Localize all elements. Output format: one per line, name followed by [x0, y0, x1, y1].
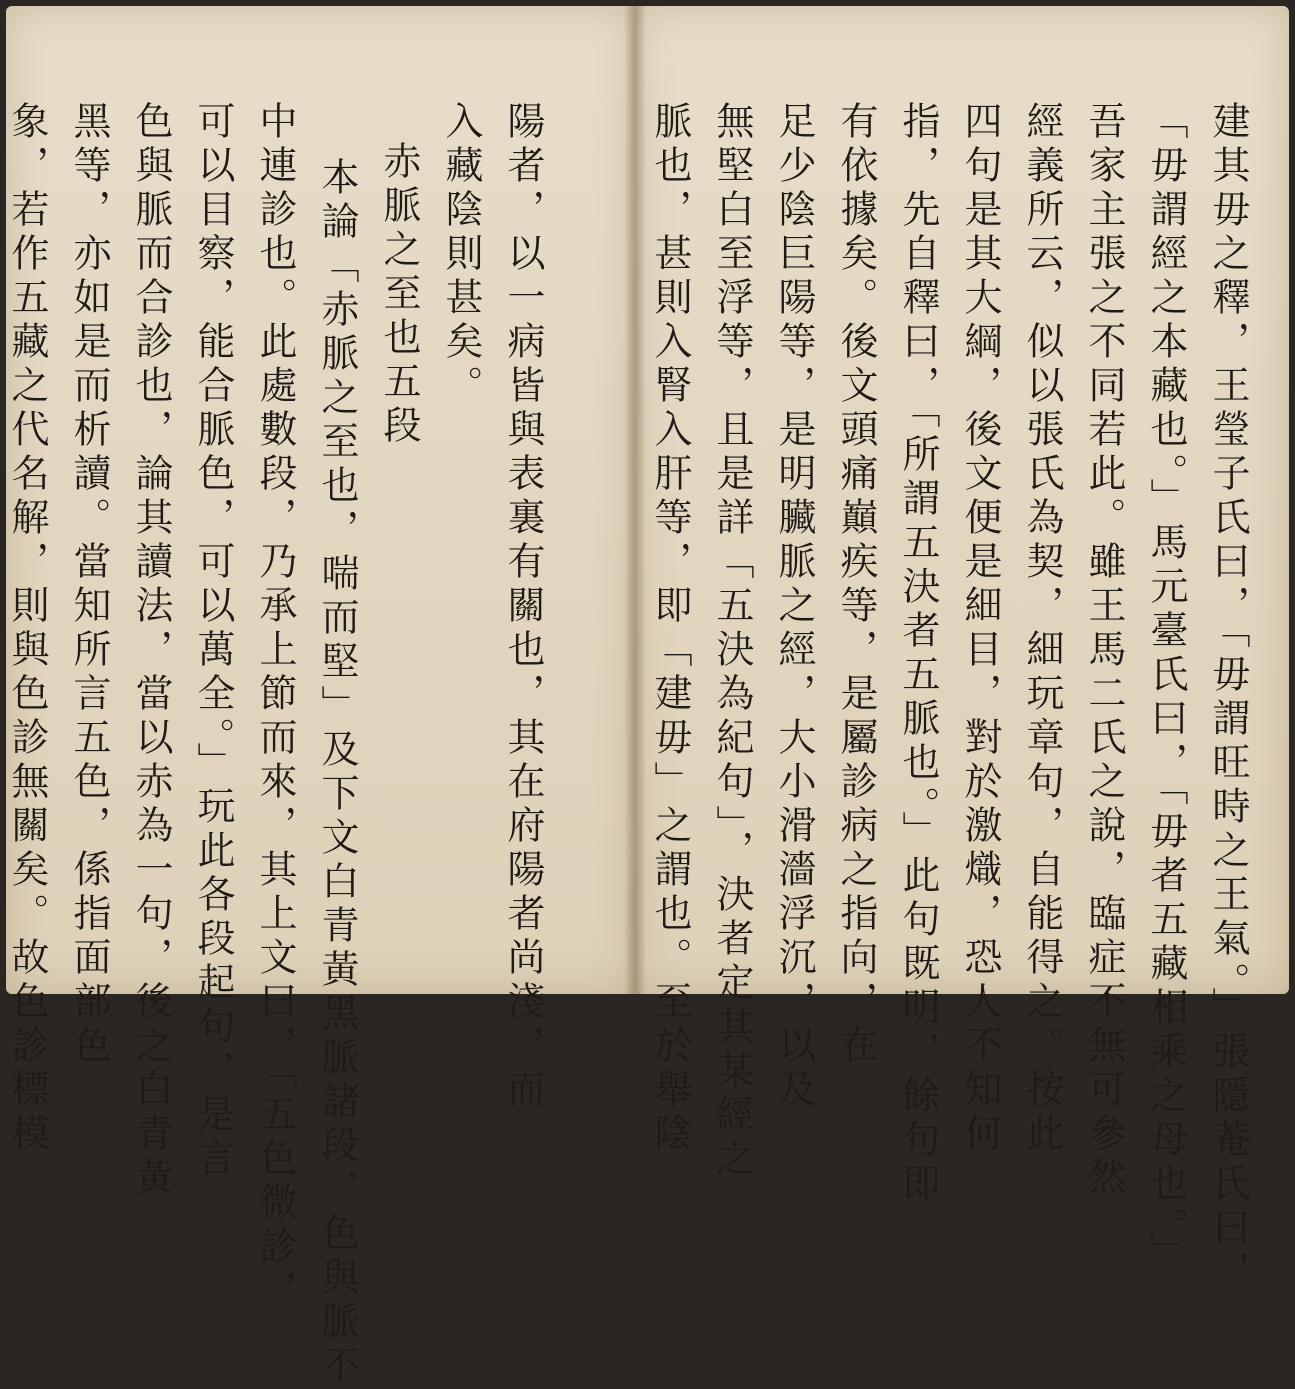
open-book: [5, 6, 1289, 1389]
text-line: 可以目察，能合脈色，可以萬全。」玩此各段起句，是言: [191, 101, 235, 1182]
section-heading: 赤脈之至也五段: [377, 141, 421, 449]
right-page: [634, 6, 1289, 1295]
text-line: 指，先自釋曰，「所謂五決者五脈也。」此句既明，餘句即: [896, 101, 940, 1207]
text-line: 足少陰巨陽等，是明臟脈之經，大小滑濇浮沉，以及: [772, 101, 816, 1113]
text-line: 黑等，亦如是而析讀。當知所言五色，係指面部色: [67, 101, 111, 1069]
text-line: 無堅白至浮等，且是詳「五決為紀句」，決者定其某經之: [710, 101, 754, 1182]
left-page-text: [5, 101, 554, 1389]
text-line: 陽者，以一病皆與表裏有關也，其在府陽者尚淺，而: [501, 101, 545, 1113]
right-page-text: [648, 101, 1259, 1295]
text-line: 本論「赤脈之至也，喘而堅」及下文白青黃黑脈諸段，色與脈不: [315, 157, 359, 1389]
text-line: 四句是其大綱，後文便是細目，對於激熾，恐人不知何: [958, 101, 1002, 1157]
text-line: 中連診也。此處數段，乃承上節而來，其上文曰，「五色微診，: [253, 101, 297, 1314]
text-line: 脈也，甚則入腎入肝等，即「建毋」之謂也。至於舉陰: [648, 101, 692, 1157]
text-line: 經義所云，似以張氏為契，細玩章句，自能得之。按此: [1020, 101, 1064, 1157]
text-line: 色與脈而合診也，論其讀法，當以赤為一句，後之白青黃: [129, 101, 173, 1201]
text-line: 「毋謂經之本藏也。」馬元臺氏曰，「毋者五藏相乘之母也。」: [1144, 101, 1188, 1276]
left-page: [5, 6, 634, 1389]
text-line: 象，若作五藏之代名解，則與色診無關矣。故色診標模: [5, 101, 49, 1157]
text-line: 有依據矣。後文頭痛巔疾等，是屬診病之指向，在: [834, 101, 878, 1069]
text-line: 吾家主張之不同若此。雖王馬二氏之說，臨症不無可參然: [1082, 101, 1126, 1201]
text-line: 建其毋之釋，王瑩子氏曰，「毋謂旺時之王氣。」張隱菴氏曰，: [1206, 101, 1250, 1295]
text-line: 入藏陰則甚矣。: [439, 101, 483, 409]
